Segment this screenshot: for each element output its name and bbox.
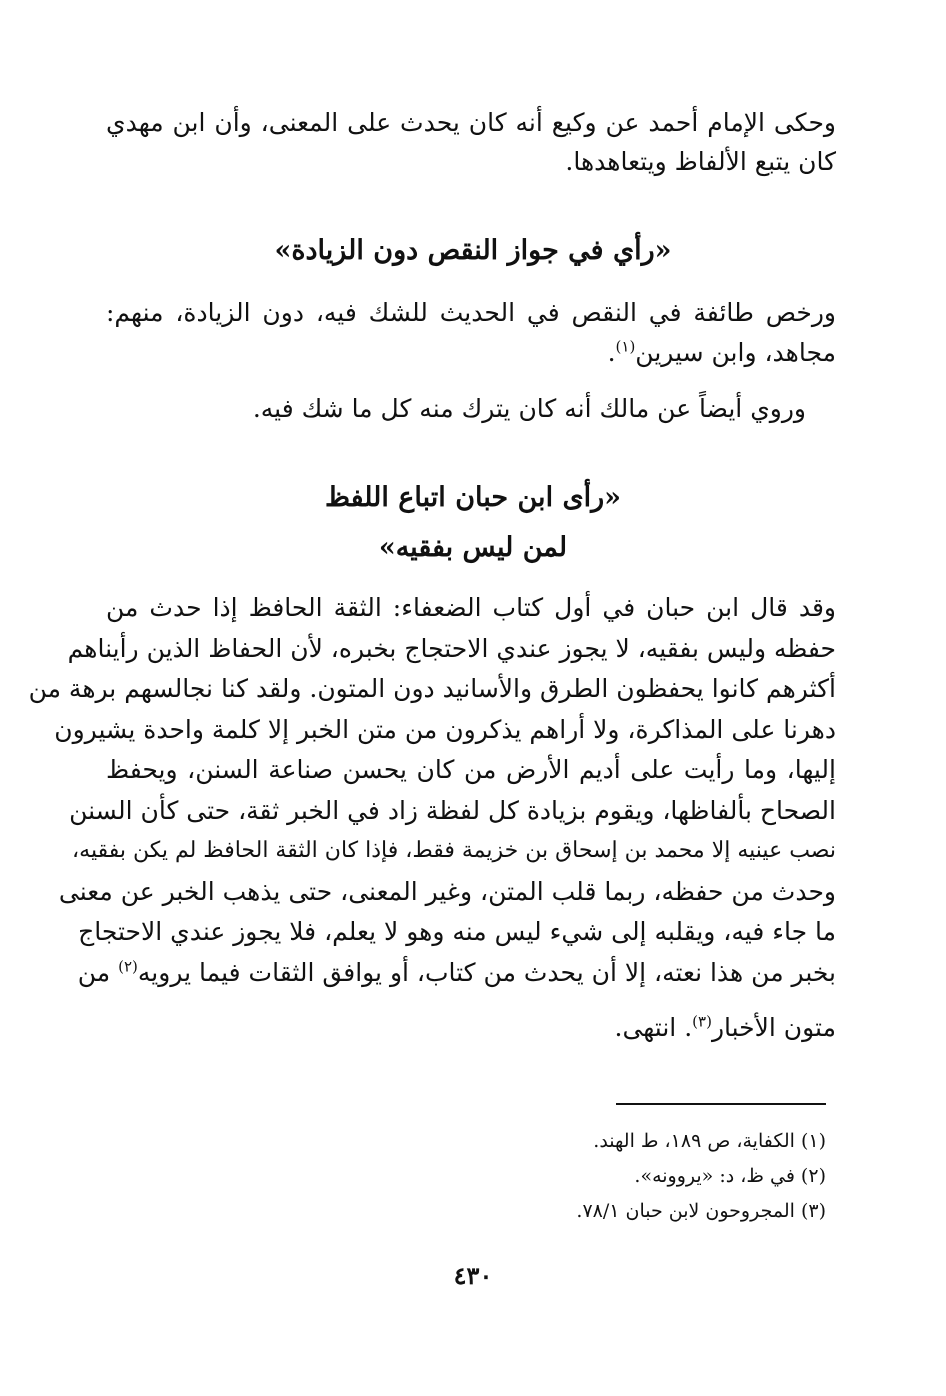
footnote-3: (٣) المجروحون لابن حبان ٧٨/١.	[576, 1200, 826, 1222]
paragraph-2-line-1: ورخص طائفة في النقص في الحديث للشك فيه، دون الزيادة، منهم:	[106, 298, 836, 327]
paragraph-4-line-1: وقد قال ابن حبان في أول كتاب الضعفاء: الثقة الحافظ إذا حدث من	[106, 593, 836, 622]
footnote-2: (٢) في ظ، د: «يروونه».	[634, 1165, 826, 1187]
paragraph-4-line-8: وحدث من حفظه، ربما قلب المتن، وغير المعنى، حتى يذهب الخبر عن معنى	[58, 877, 836, 906]
paragraph-1-line-2: كان يتبع الألفاظ ويتعاهدها.	[565, 147, 836, 176]
paragraph-4-line-10-end: من	[77, 958, 111, 987]
paragraph-4-line-11-end: . انتهى.	[614, 1013, 693, 1042]
paragraph-4-line-11-text: متون الأخبار	[711, 1013, 836, 1042]
footnote-ref-1[interactable]: (١)	[615, 337, 636, 356]
paragraph-1-line-1: وحكى الإمام أحمد عن وكيع أنه كان يحدث على المعنى، وأن ابن مهدي	[106, 108, 836, 137]
paragraph-4-line-7: نصب عينيه إلا محمد بن إسحاق بن خزيمة فقط، فإذا كان الثقة الحافظ لم يكن بفقيه،	[72, 838, 836, 863]
paragraph-2-line-2	[106, 336, 836, 370]
paragraph-2-end: .	[607, 338, 616, 367]
paragraph-4-line-5: إليها، وما رأيت على أديم الأرض من كان يحسن صناعة السنن، ويحفظ	[106, 755, 836, 784]
footnote-divider	[616, 1103, 826, 1105]
paragraph-4-line-10	[77, 956, 836, 990]
page-number: ٤٣٠	[453, 1261, 493, 1290]
section-heading-1: «رأي في جواز النقص دون الزيادة»	[274, 235, 672, 266]
paragraph-4-line-6: الصحاح بألفاظها، ويقوم بزيادة كل لفظة زاد في الخبر ثقة، حتى كأن السنن	[69, 796, 836, 825]
paragraph-4-line-10-text: بخبر من هذا نعته، إلا أن يحدث من كتاب، أو يوافق الثقات فيما يرويه	[137, 958, 836, 987]
section-heading-2-line-2: لمن ليس بفقيه»	[378, 532, 568, 563]
paragraph-4-line-3: أكثرهم كانوا يحفظون الطرق والأسانيد دون المتون. ولقد كنا نجالسهم برهة من	[28, 674, 836, 703]
footnote-ref-2[interactable]: (٢)	[118, 957, 138, 976]
paragraph-4-line-4: دهرنا على المذاكرة، ولا أراهم يذكرون من متن الخبر إلا كلمة واحدة يشيرون	[54, 715, 836, 744]
footnote-ref-3[interactable]: (٣)	[692, 1012, 712, 1031]
paragraph-4-line-9: ما جاء فيه، ويقلبه إلى شيء ليس منه وهو لا يعلم، فلا يجوز عندي الاحتجاج	[78, 917, 836, 946]
paragraph-2-text: مجاهد، وابن سيرين	[635, 338, 836, 367]
paragraph-3: وروي أيضاً عن مالك أنه كان يترك منه كل ما شك فيه.	[252, 394, 806, 423]
footnote-1: (١) الكفاية، ص ١٨٩، ط الهند.	[593, 1130, 826, 1152]
section-heading-2-line-1: «رأى ابن حبان اتباع اللفظ	[324, 482, 622, 513]
paragraph-4-line-11	[106, 1011, 836, 1045]
paragraph-4-line-2: حفظه وليس بفقيه، لا يجوز عندي الاحتجاج بخبره، لأن الحفاظ الذين رأيناهم	[67, 634, 836, 663]
